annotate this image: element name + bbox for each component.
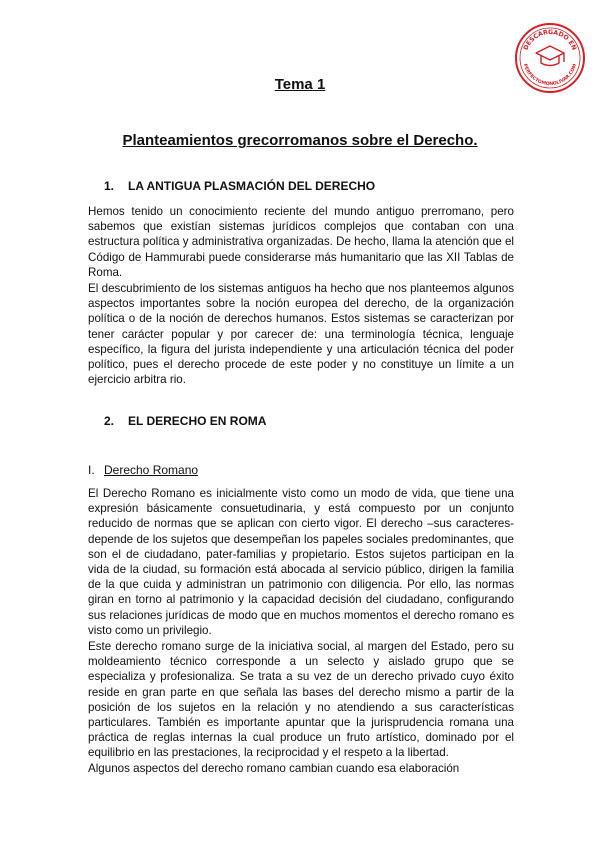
svg-text:DESCARGADO EN bbox=[522, 29, 577, 51]
stamp-text-top: DESCARGADO EN bbox=[522, 28, 578, 52]
paragraph: El Derecho Romano es inicialmente visto como un modo de vida, que tiene una expresión básicamente consuetudinaria, y está compuesto por un conjunto reducido de normas que se aplican con cierto vigor. El derecho –sus caracteres- depende de los sujetos que desempeñan los papeles sociales predominantes, que son el de ciudadano, pater-familias y propietario. Estos sujetos participan en la vida de la ciudad, su formación está abocada al servicio público, dirigen la familia de la que cuida y administran un patrimonio con diligencia. Por ello, las normas giran en torno al patrimonio y la capacidad decisión del ciudadano, configurando sus relaciones jurídicas de modo que en muchos momentos el derecho romano es visto como un privilegio. bbox=[88, 487, 514, 637]
stamp-text-bottom: PERFECTOMONOLIVAR.COM bbox=[521, 63, 579, 88]
page-title: Planteamientos grecorromanos sobre el Derecho. bbox=[122, 132, 478, 149]
section-number: 2. bbox=[104, 414, 115, 428]
graduation-cap-icon bbox=[536, 46, 564, 66]
section-heading-1 bbox=[104, 179, 375, 193]
subsection-number: I. bbox=[88, 463, 95, 477]
paragraph: Este derecho romano surge de la iniciativa social, al margen del Estado, pero su moldeamiento técnico corresponde a un selecto y aislado grupo que se especializa y profesionaliza. Se trata a su vez de un derecho privado cuyo éxito reside en gran parte en que señala las bases del derecho mismo a partir de la posición de los sujetos en la relación y no atendiendo a sus características particulares. También es importante apuntar que la jurisprudencia romana una práctica de reglas internas la cual produce un fruto artístico, dominado por el equilibrio en las prestaciones, la reciprocidad y el respeto a la libertad. bbox=[88, 640, 514, 760]
paragraph: Algunos aspectos del derecho romano cambian cuando esa elaboración bbox=[88, 762, 460, 775]
section-title: EL DERECHO EN ROMA bbox=[128, 414, 267, 428]
section-heading-2 bbox=[104, 414, 266, 428]
lesson-number-heading: Tema 1 bbox=[274, 76, 326, 93]
section-title: LA ANTIGUA PLASMACIÓN DEL DERECHO bbox=[128, 179, 376, 193]
subsection-title: Derecho Romano bbox=[104, 463, 199, 477]
subsection-heading bbox=[88, 463, 198, 477]
paragraph: El descubrimiento de los sistemas antiguos ha hecho que nos planteemos algunos aspectos importantes sobre la noción europea del derecho, de la organización política o de la noción de derechos humanos. Estos sistemas se caracterizan por tener carácter popular y por carecer de: una terminología técnica, lenguaje específico, la figura del jurista independiente y una articulación técnica del poder político, pues el derecho procede de este poder y no constituye un límite a un ejercicio arbitra rio. bbox=[88, 282, 514, 387]
paragraph: Hemos tenido un conocimiento reciente del mundo antiguo prerromano, pero sabemos que existían sistemas jurídicos complejos que contaban con una estructura política y administrativa organizadas. De hecho, llama la atención que el Código de Hammurabi puede considerarse más humanitario que las XII Tablas de Roma. bbox=[88, 205, 514, 279]
section-number: 1. bbox=[104, 179, 115, 193]
